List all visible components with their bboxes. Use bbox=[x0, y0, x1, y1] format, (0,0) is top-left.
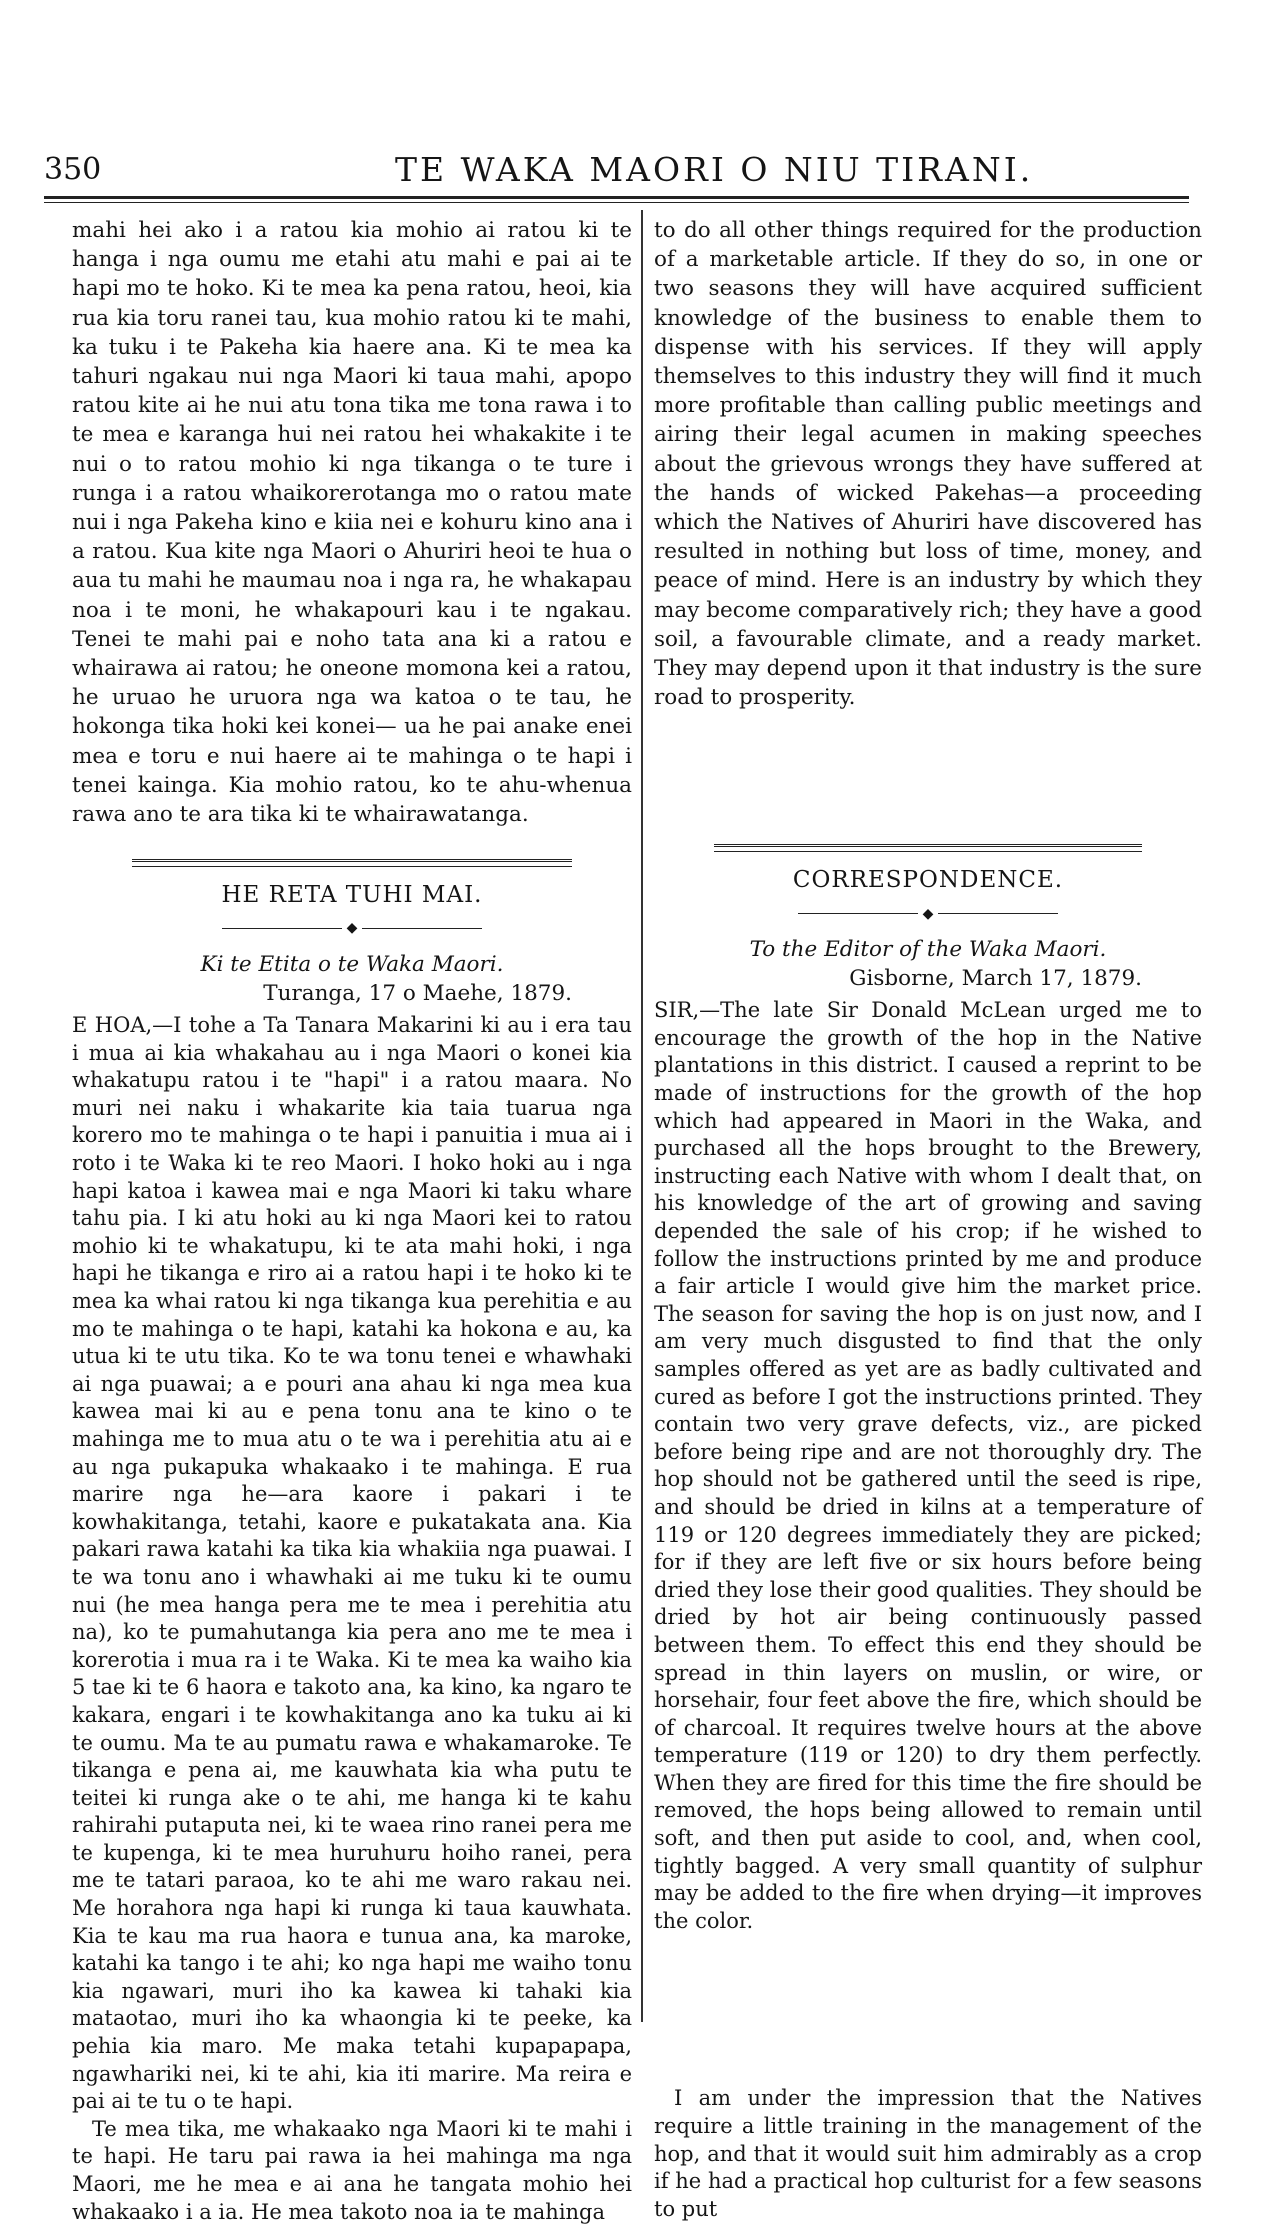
left-salutation-line: Ki te Etita o te Waka Maori. bbox=[200, 951, 504, 977]
right-ornament: ◆ bbox=[654, 900, 1202, 929]
right-intro-paragraph: to do all other things required for the production of a marketable article. If they do so, in one or two seasons they will have acquired sufficient knowledge of the business to enable them to dispense with his services. If they will apply themselves to this industry they will find it much more profitable than calling public meetings and airing their legal acumen in making speeches about the grievous wrongs they have suffered at the hands of wicked Pakehas—a proceeding which the Natives of Ahuriri have discovered has resulted in nothing but loss of time, money, and peace of mind. Here is an industry by which they may become comparatively rich; they have a good soil, a favourable climate, and a ready market. They may depend upon it that industry is the sure road to prosperity. bbox=[654, 218, 1202, 711]
left-letter-body: E HOA,—I tohe a Ta Tanara Makarini ki au i era tau i mua ai kia whakahau au i nga Maori o konei kia whakatupu ratou i te "hapi" i a ratou maara. No muri nei naku i whakarite kia taia tuarua nga korero mo te mahinga o te hapi i panuitia i mua ai i roto i te Waka ki te reo Maori. I hoko hoki au i nga hapi katoa i kawea mai e nga Maori ki taku whare tahu pia. I ki atu hoki au ki nga Maori kei to ratou mohio ki te whakatupu, ki te ata mahi hoki, i nga hapi he tikanga e riro ai a ratou hapi i te hoko ki te mea ka whai ratou ki nga tikanga kua perehitia e au mo te mahinga o te hapi, katahi ka hokona e au, ka utua ki te utu tika. Ko te wa tonu tenei e whawhaki ai nga puawai; a e pouri ana ahau ki nga mea kua kawea mai ki au e pena tonu ana te kino o te mahinga me to mua atu o te wa i perehitia atu ai e au nga pukapuka whakaako i te mahinga. E rua marire nga he—ara kaore i pakari i te kowhakitanga, tetahi, kaore e pukatakata ana. Kia pakari rawa katahi ka tika kia whakiia nga puawai. I te wa tonu ano i whawhaki ai me tuku ki te oumu nui (he mea hanga pera me te mea i perehitia atu na), ko te pumahutanga kia pera ano me te mea i korerotia i mua ra i te Waka. Ki te mea ka waiho kia 5 tae ki te 6 haora e takoto ana, ka kino, ka ngaro te kakara, engari i te kowhakitanga ano ka tuku ai ki te oumu. Ma te au pumatu rawa e whakamaroke. Te tikanga e pena ai, me kauwhata kia wha putu te teitei ki runga ake o te ahi, me hanga ki te kahu rahirahi putaputa nei, ki te waea rino ranei pera me te kupenga, ki te mea huruhuru hoiho ranei, pera me te tatari paraoa, ko te ahi me waro rakau nei. Me horahora nga hapi ki runga ki taua kauwhata. Kia te kau ma rua haora e tunua ana, ka maroke, katahi ka tango i te ahi; ko nga hapi me waiho tonu kia ngawari, muri iho ka kawea ki tahaki kia mataotao, muri iho ka whaongia ki te peeke, ka pehia kia maro. Me maka tetahi kupapapapa, ngawhariki nei, ki te ahi, kia iti marire. Ma reira e pai ai te tu o te hapi. bbox=[72, 1013, 632, 2114]
left-intro-paragraph: mahi hei ako i a ratou kia mohio ai ratou ki te hanga i nga oumu me etahi atu mahi e pai ai te hapi mo te hoko. Ki te mea ka pena ratou, heoi, kia rua kia toru ranei tau, kua mohio ratou ki te mahi, ka tuku i te Pakeha kia haere ana. Ki te mea ka tahuri ngakau nui nga Maori ki taua mahi, apopo ratou kite ai he nui atu tona tika me tona rawa i to te mea e karanga hui nei ratou hei whakakite i te nui o to ratou mohio ki nga tikanga o te ture i runga i a ratou whaikorerotanga mo o ratou mate nui i nga Pakeha kino e kiia nei e kohuru kino ana i a ratou. Kua kite nga Maori o Ahuriri heoi te hua o aua tu mahi he maumau noa i nga ra, he whakapau noa i te moni, he whakapouri kau i te ngakau. Tenei te mahi pai e noho tata ana ki a ratou e whairawa ai ratou; he oneone momona kei a ratou, he uruao he uruora nga wa katoa o te tau, he hokonga tika hoki kei konei— ua he pai anake enei mea e toru e nui haere ai te mahinga o te hapi i tenei kainga. Kia mohio ratou, ko te ahu-whenua rawa ano te ara tika ki te whairawatanga. bbox=[72, 218, 632, 828]
right-section-title: CORRESPONDENCE. bbox=[792, 867, 1064, 894]
left-section-rule bbox=[132, 859, 572, 867]
right-letter-body: SIR,—The late Sir Donald McLean urged me to encourage the growth of the hop in the Native plantations in this district. I caused a reprint to be made of instructions for the growth of the hop which had appeared in Maori in the Waka, and purchased all the hops brought to the Brewery, instructing each Native with whom I dealt that, on his knowledge of the art of growing and saving depended the sale of his crop; if he wished to follow the instructions printed by me and produce a fair article I would give him the market price. The season for saving the hop is on just now, and I am very much disgusted to find that the only samples offered as yet are as badly cultivated and cured as before I got the instructions printed. They contain two very grave defects, viz., are picked before being ripe and are not thoroughly dry. The hop should not be gathered until the seed is ripe, and should be dried in kilns at a temperature of 119 or 120 degrees immediately they are picked; for if they are left five or six hours before being dried they lose their good qualities. They should be dried by hot air being continuously passed between them. To effect this end they should be spread in thin layers on muslin, or wire, or horsehair, four feet above the fire, which should be of charcoal. It requires twelve hours at the above temperature (119 or 120) to dry them perfectly. When they are fired for this time the fire should be removed, the hops being allowed to remain until soft, and then put aside to cool, and, when cool, tightly bagged. A very small quantity of sulphur may be added to the fire when drying—it improves the color. bbox=[654, 998, 1202, 1933]
right-column-gap bbox=[654, 1935, 1202, 2085]
header-rule bbox=[44, 196, 1189, 199]
right-column bbox=[654, 216, 1202, 2223]
column-divider bbox=[641, 210, 643, 2022]
page-title: TE WAKA MAORI O NIU TIRANI. bbox=[395, 150, 1034, 189]
right-place-date: Gisborne, March 17, 1879. bbox=[849, 966, 1142, 992]
left-closing-paragraph: Te mea tika, me whakaako nga Maori ki te mahi i te hapi. He taru pai rawa ia hei mahinga ma nga Maori, me he mea e ai ana he tangata mohio hei whakaako i a ia. He mea takoto noa ia te mahinga bbox=[72, 2116, 632, 2224]
page-number: 350 bbox=[44, 152, 102, 187]
left-ornament: ◆ bbox=[72, 914, 632, 943]
left-place-date: Turanga, 17 o Maehe, 1879. bbox=[263, 980, 572, 1006]
left-column bbox=[72, 216, 632, 2226]
right-section-rule bbox=[714, 844, 1142, 852]
right-closing-paragraph: I am under the impression that the Natives require a little training in the management of the hop, and that it would suit him admirably as a crop if he had a practical hop culturist for a few seasons to put bbox=[654, 2086, 1202, 2221]
header-rule-thin bbox=[44, 202, 1189, 203]
right-salutation-line: To the Editor of the Waka Maori. bbox=[749, 936, 1107, 962]
left-section-title: HE RETA TUHI MAI. bbox=[221, 882, 483, 909]
